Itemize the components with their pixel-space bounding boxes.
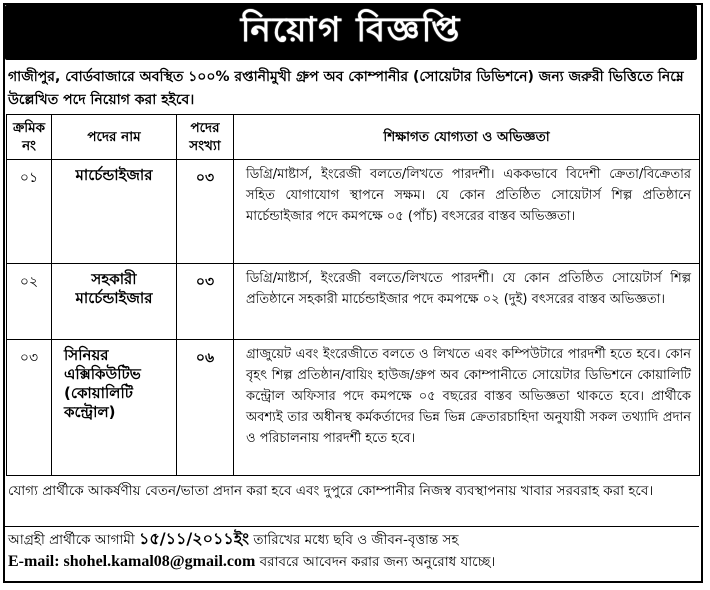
header-serial: ক্রমিক নং [7, 115, 52, 160]
job-table [6, 114, 700, 476]
intro-paragraph: গাজীপুর, বোর্ডবাজারে অবস্থিত ১০০% রপ্তানীমুখী গ্রুপ অব কোম্পানীর (সোয়েটার ডিভিশনে) জন্য জরুরী ভিত্তিতে নিম্নে উল্লেখিত পদে নিয়োগ করা হইবে। [8, 69, 684, 108]
header-post-count: পদের সংখ্যা [177, 115, 234, 160]
row-qualification: ডিগ্রি/মাষ্টার্স, ইংরেজী বলতে/লিখতে পারদর্শী। যে কোন প্রতিষ্ঠিত সোয়েটার্স শিল্প প্রতিষ্ঠানে সহকারী মার্চেন্ডাইজার পদে কমপক্ষে ০২ (দুই) বৎসরের বাস্তব অভিজ্ঞতা। [234, 264, 700, 340]
row-post-name: মার্চেন্ডাইজার [52, 160, 177, 264]
row-serial: ০১ [7, 160, 52, 264]
benefits-note: যোগ্য প্রার্থীকে আকর্ষণীয় বেতন/ভাতা প্রদান করা হবে এবং দুপুরে কোম্পানীর নিজস্ব ব্যবস্থাপনায় খাবার সরবরাহ করা হবে। [8, 483, 654, 499]
row-post-name: সহকারী মার্চেন্ডাইজার [52, 264, 177, 340]
header-post-name: পদের নাম [52, 115, 177, 160]
divider [5, 526, 699, 527]
email-address: E-mail: shohel.kamal08@gmail.com [8, 553, 256, 570]
row-post-count: ০৩ [177, 160, 234, 264]
title-banner [5, 5, 697, 60]
deadline-date: ১৫/১১/২০১১ইং [139, 529, 250, 548]
header-qualification: শিক্ষাগত যোগ্যতা ও অভিজ্ঞতা [234, 115, 700, 160]
row-qualification: ডিগ্রি/মাষ্টার্স, ইংরেজী বলতে/লিখতে পারদর্শী। এককভাবে বিদেশী ক্রেতা/বিক্রেতার সহিত যোগাযোগ স্থাপনে সক্ষম। যে কোন প্রতিষ্ঠিত সোয়েটার্স শিল্প প্রতিষ্ঠানে মার্চেন্ডাইজার পদে কমপক্ষে ০৫ (পাঁচ) বৎসরের বাস্তব অভিজ্ঞতা। [234, 160, 700, 264]
row-serial: ০২ [7, 264, 52, 340]
apply-instruction [8, 528, 698, 551]
row-serial: ০৩ [7, 340, 52, 476]
row-post-count: ০৬ [177, 340, 234, 476]
row-post-count: ০৩ [177, 264, 234, 340]
email-instruction [8, 551, 698, 573]
table-row [7, 264, 700, 340]
row-post-name: সিনিয়র এক্সিকিউটিভ (কোয়ালিটি কন্ট্রোল) [52, 340, 177, 476]
notice-title: নিয়োগ বিজ্ঞপ্তি [240, 10, 462, 50]
row-qualification: গ্রাজুয়েট এবং ইংরেজীতে বলতে ও লিখতে এবং কম্পিউটারে পারদর্শী হতে হবে। কোন বৃহৎ শিল্প প্রতিষ্ঠান/বায়িং হাউজ/গ্রুপ অব কোম্পানীতে সোয়েটার ডিভিশনে কোয়ালিটি কন্ট্রোল অফিসার পদে কমপক্ষে ০৫ বছরের বাস্তব অভিজ্ঞতা থাকতে হবে। প্রার্থীকে অবশ্যই তার অধীনস্থ কর্মকর্তাদের ভিন্ন ভিন্ন ক্রেতারচাহিদা অনুযায়ী সকল তথ্যাদি প্রদান ও পরিচালনায় পারদর্শী হতে হবে। [234, 340, 700, 476]
apply-prefix: আগ্রহী প্রার্থীকে আগামী [8, 532, 135, 548]
apply-suffix: তারিখের মধ্যে ছবি ও জীবন-বৃত্তান্ত সহ [253, 532, 459, 548]
table-row [7, 340, 700, 476]
email-suffix: বরাবরে আবেদন করার জন্য অনুরোধ যাচ্ছে। [259, 554, 496, 570]
table-row [7, 160, 700, 264]
table-header-row [7, 115, 700, 160]
